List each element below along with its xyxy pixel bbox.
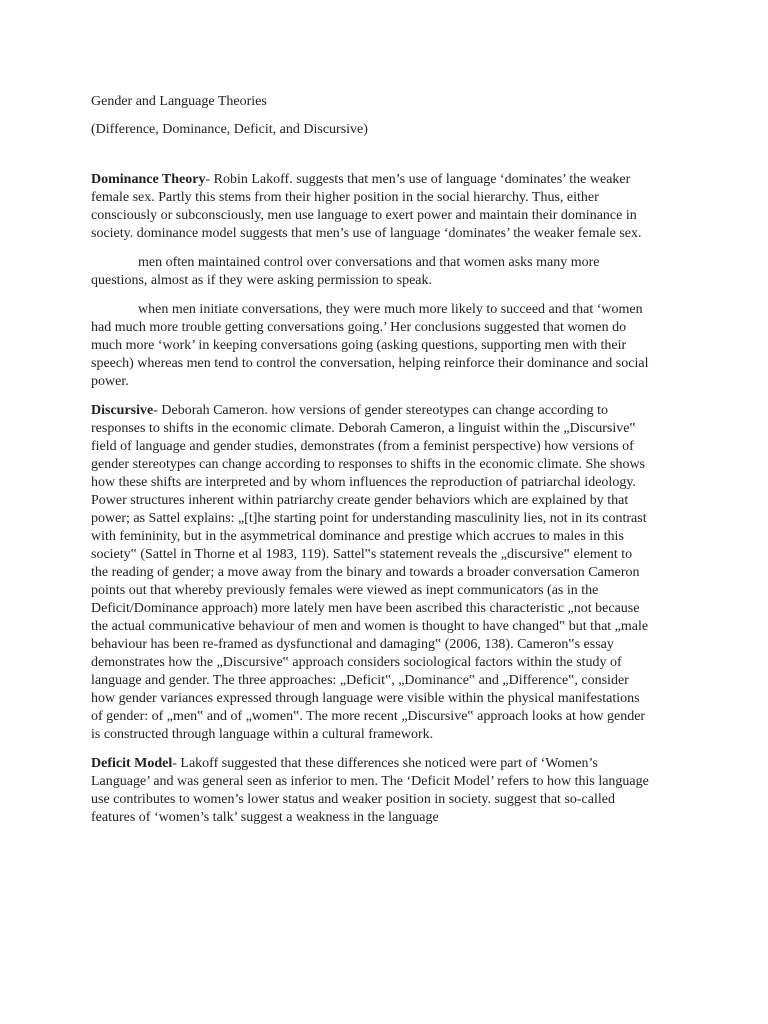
- term-dominance-theory: Dominance Theory: [91, 172, 206, 187]
- paragraph-dominance-control: men often maintained control over conversations and that women asks many more questions, almost as if they were asking permission to speak.: [91, 255, 600, 288]
- document-page: [91, 92, 651, 838]
- paragraph-text: - Lakoff suggested that these differences she noticed were part of ‘Women’s Language’ and was general seen as inferior to men. The ‘Deficit Model’ refers to how this language use contributes to women’s lower status and weaker position in society. suggest that so-called features of ‘women’s talk’ suggest a weakness in the language: [91, 756, 649, 825]
- paragraph-text: - Robin Lakoff. suggests that men’s use of language ‘dominates’ the weaker female sex. Partly this stems from their higher position in the social hierarchy. Thus, either consciously or subconsciously, men use language to exert power and maintain their dominance in society. dominance model suggests that men’s use of language ‘dominates’ the weaker female sex.: [91, 172, 642, 241]
- term-discursive: Discursive: [91, 403, 154, 418]
- document-subtitle: (Difference, Dominance, Deficit, and Discursive): [91, 122, 368, 137]
- paragraph-text: - Deborah Cameron. how versions of gender stereotypes can change according to responses to shifts in the economic climate. Deborah Cameron, a linguist within the „Discursive‟ field of language and gender studies, demonstrates (from a feminist perspective) how versions of gender stereotypes can change according to responses to shifts in the economic climate. She shows how these shifts are interpreted and by whom influences the reproduction of patriarchal ideology. Power structures inherent within patriarchy create gender behaviors which are explained by that power; as Sattel explains: „[t]he starting point for understanding masculinity lies, not in its contrast with femininity, but in the asymmetrical dominance and prestige which accrues to males in this society‟ (Sattel in Thorne et al 1983, 119). Sattel‟s statement reveals the „discursive‟ element to the reading of gender; a move away from the binary and towards a broader conversation Cameron points out that whereby previously females were viewed as inept communicators (as in the Deficit/Dominance approach) more lately men have been ascribed this characteristic „not because the actual communicative behaviour of men and women is thought to have changed‟ but that „male behaviour has been re-framed as dysfunctional and damaging‟ (2006, 138). Cameron‟s essay demonstrates how the „Discursive‟ approach considers sociological factors within the study of language and gender. The three approaches: „Deficit‟, „Dominance‟ and „Difference‟, consider how gender variances expressed through language were visible within the physical manifestations of gender: of „men‟ and of „women‟. The more recent „Discursive‟ approach looks at how gender is constructed through language within a cultural framework.: [91, 403, 649, 742]
- term-deficit-model: Deficit Model: [91, 756, 173, 771]
- paragraph-dominance-theory: [91, 171, 651, 243]
- document-title: Gender and Language Theories: [91, 94, 267, 109]
- paragraph-discursive: [91, 402, 651, 744]
- paragraph-dominance-initiate: when men initiate conversations, they were much more likely to succeed and that ‘women had much more trouble getting conversations going.’ Her conclusions suggested that women do much more ‘work’ in keeping conversations going (asking questions, supporting men with their speech) whereas men tend to control the conversation, helping reinforce their dominance and social power.: [91, 302, 649, 389]
- paragraph-deficit-model: [91, 755, 651, 827]
